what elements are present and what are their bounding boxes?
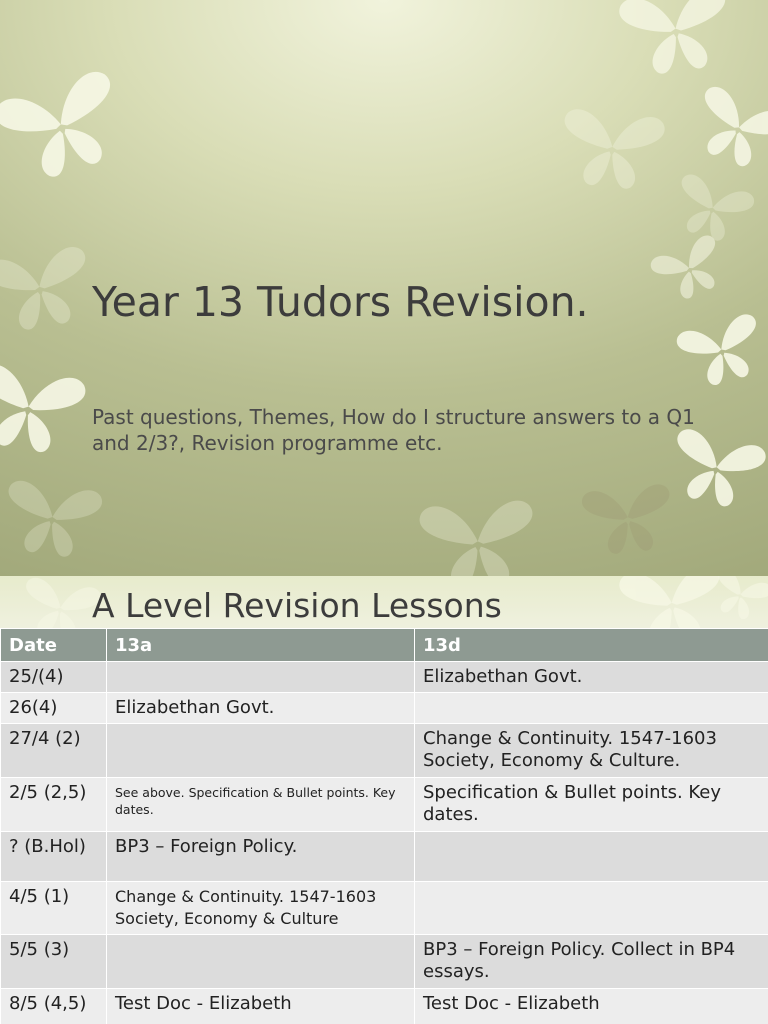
- class-13d-cell: [415, 832, 768, 882]
- class-13d-cell: Specification & Bullet points. Key dates.: [415, 778, 768, 832]
- table-row: [1, 724, 768, 778]
- table-row: [1, 693, 768, 724]
- date-cell: ? (B.Hol): [1, 832, 107, 882]
- revision-table: [0, 628, 768, 1024]
- date-cell: 8/5 (4,5): [1, 989, 107, 1024]
- butterfly-icon: [0, 245, 96, 335]
- butterfly-icon: [419, 500, 538, 576]
- slide-title: Year 13 Tudors Revision.: [92, 278, 589, 326]
- class-13a-cell: Test Doc - Elizabeth: [107, 989, 415, 1024]
- slide-heading: A Level Revision Lessons: [92, 586, 502, 625]
- butterfly-icon: [674, 312, 768, 392]
- class-13d-cell: Change & Continuity. 1547-1603 Society, Economy & Culture.: [415, 724, 768, 778]
- class-13d-cell: Elizabethan Govt.: [415, 662, 768, 693]
- date-cell: 4/5 (1): [1, 882, 107, 935]
- date-cell: 27/4 (2): [1, 724, 107, 778]
- class-13d-cell: [415, 882, 768, 935]
- table-row: [1, 882, 768, 935]
- table-row: [1, 989, 768, 1024]
- date-cell: 26(4): [1, 693, 107, 724]
- class-13a-cell: [107, 724, 415, 778]
- date-cell: 2/5 (2,5): [1, 778, 107, 832]
- butterfly-icon: [1, 479, 104, 561]
- revision-lessons-slide: [0, 576, 768, 1024]
- butterfly-icon: [0, 362, 87, 458]
- column-header-13a: 13a: [107, 629, 415, 662]
- table-row: [1, 832, 768, 882]
- butterfly-icon: [0, 68, 132, 188]
- class-13a-cell: Elizabethan Govt.: [107, 693, 415, 724]
- column-header-date: Date: [1, 629, 107, 662]
- table-row: [1, 935, 768, 989]
- butterfly-icon: [558, 108, 666, 192]
- table-header-row: [1, 629, 768, 662]
- table-row: [1, 778, 768, 832]
- class-13a-cell: [107, 935, 415, 989]
- class-13d-cell: BP3 – Foreign Policy. Collect in BP4 essays.: [415, 935, 768, 989]
- class-13d-cell: Test Doc - Elizabeth: [415, 989, 768, 1024]
- butterfly-icon: [618, 0, 735, 78]
- column-header-13d: 13d: [415, 629, 768, 662]
- date-cell: 5/5 (3): [1, 935, 107, 989]
- butterfly-icon: [581, 483, 675, 557]
- date-cell: 25/(4): [1, 662, 107, 693]
- butterfly-icon: [685, 84, 768, 177]
- class-13a-cell: See above. Specification & Bullet points. Key dates.: [107, 778, 415, 832]
- class-13a-cell: Change & Continuity. 1547-1603 Society, Economy & Culture: [107, 882, 415, 935]
- butterfly-icon: [668, 172, 757, 248]
- class-13d-cell: [415, 693, 768, 724]
- table-row: [1, 662, 768, 693]
- class-13a-cell: BP3 – Foreign Policy.: [107, 832, 415, 882]
- class-13a-cell: [107, 662, 415, 693]
- butterfly-icon: [648, 233, 732, 308]
- slide-subtitle: Past questions, Themes, How do I structure answers to a Q1 and 2/3?, Revision programme etc.: [92, 405, 695, 455]
